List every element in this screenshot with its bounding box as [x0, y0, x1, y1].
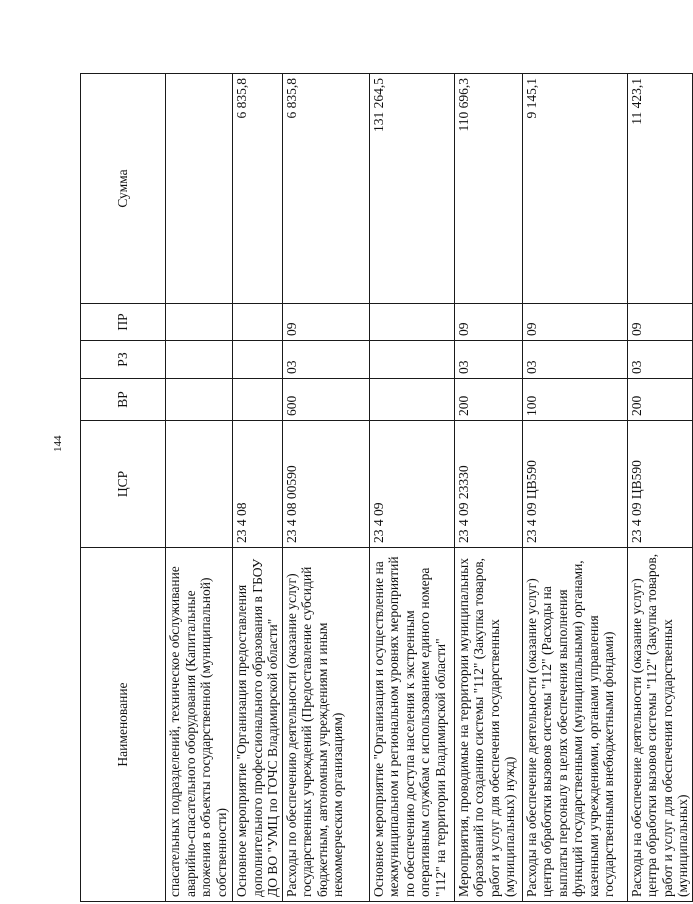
row-pr: 09: [627, 304, 692, 341]
row-sum: 6 835,8: [282, 74, 369, 304]
row-vr: [369, 379, 454, 421]
row-vr: 100: [522, 379, 627, 421]
budget-table: [80, 73, 693, 902]
table-row: [233, 74, 283, 902]
row-rz: 03: [454, 341, 522, 379]
row-rz: 03: [627, 341, 692, 379]
row-rz: 03: [282, 341, 369, 379]
row-sum: 110 696,3: [454, 74, 522, 304]
row-name: спасательных подразделений, техническое обслуживание аварийно-спасательного оборудования (Капитальные вложения в объекты государственной (муниципальной) собственности): [166, 548, 233, 902]
row-pr: 09: [454, 304, 522, 341]
row-pr: 09: [522, 304, 627, 341]
row-pr: 09: [282, 304, 369, 341]
row-name: Расходы по обеспечению деятельности (оказание услуг) государственных учреждений (Предоставление субсидий бюджетным, автономным учреждениям и иным некоммерческим организациям): [282, 548, 369, 902]
row-sum: 11 423,1: [627, 74, 692, 304]
row-name: Мероприятия, проводимые на территории муниципальных образований по созданию системы "112" (Закупка товаров, работ и услуг для обеспечения государственных (муниципальных) нужд): [454, 548, 522, 902]
row-csr: 23 4 09 ЦВ590: [627, 421, 692, 548]
table-row: [627, 74, 692, 902]
row-sum: 131 264,5: [369, 74, 454, 304]
row-vr: [233, 379, 283, 421]
table-row: [282, 74, 369, 902]
column-header-rz: РЗ: [81, 341, 166, 379]
table-row: [454, 74, 522, 902]
column-header-name: Наименование: [81, 548, 166, 902]
row-csr: 23 4 09 ЦВ590: [522, 421, 627, 548]
row-name: Расходы на обеспечение деятельности (оказание услуг) центра обработки вызовов системы "112" (Расходы на выплаты персоналу в целях обеспечения выполнения функций государственными (муниципальными) органами, казенными учреждениями, органами управления государственными внебюджетными фондами): [522, 548, 627, 902]
table-row: [522, 74, 627, 902]
row-rz: [369, 341, 454, 379]
row-sum: 9 145,1: [522, 74, 627, 304]
page-number: 144: [52, 435, 64, 452]
row-rz: [166, 341, 233, 379]
row-csr: 23 4 08: [233, 421, 283, 548]
budget-table-sheet: [80, 74, 690, 902]
column-header-csr: ЦСР: [81, 421, 166, 548]
row-vr: 200: [627, 379, 692, 421]
row-vr: [166, 379, 233, 421]
row-vr: 600: [282, 379, 369, 421]
column-header-pr: ПР: [81, 304, 166, 341]
row-name: Основное мероприятие "Организация и осуществление на межмуниципальном и региональном уровнях мероприятий по обеспечению доступа населения к экстренным оперативным службам с использованием единого номера "112" на территории Владимирской области": [369, 548, 454, 902]
column-header-sum: Сумма: [81, 74, 166, 304]
table-row: [166, 74, 233, 902]
row-pr: [233, 304, 283, 341]
row-vr: 200: [454, 379, 522, 421]
row-sum: [166, 74, 233, 304]
row-csr: 23 4 09: [369, 421, 454, 548]
table-row: [369, 74, 454, 902]
row-rz: [233, 341, 283, 379]
column-header-vr: ВР: [81, 379, 166, 421]
table-header-row: [81, 74, 166, 902]
row-csr: 23 4 09 23330: [454, 421, 522, 548]
row-pr: [369, 304, 454, 341]
row-name: Расходы на обеспечение деятельности (оказание услуг) центра обработки вызовов системы "112" (Закупка товаров, работ и услуг для обеспечения государственных (муниципальных): [627, 548, 692, 902]
row-name: Основное мероприятие "Организация предоставления дополнительного профессионального образования в ГБОУ ДО ВО "УМЦ по ГОЧС Владимирской области": [233, 548, 283, 902]
row-pr: [166, 304, 233, 341]
row-csr: [166, 421, 233, 548]
row-rz: 03: [522, 341, 627, 379]
row-csr: 23 4 08 00590: [282, 421, 369, 548]
row-sum: 6 835,8: [233, 74, 283, 304]
